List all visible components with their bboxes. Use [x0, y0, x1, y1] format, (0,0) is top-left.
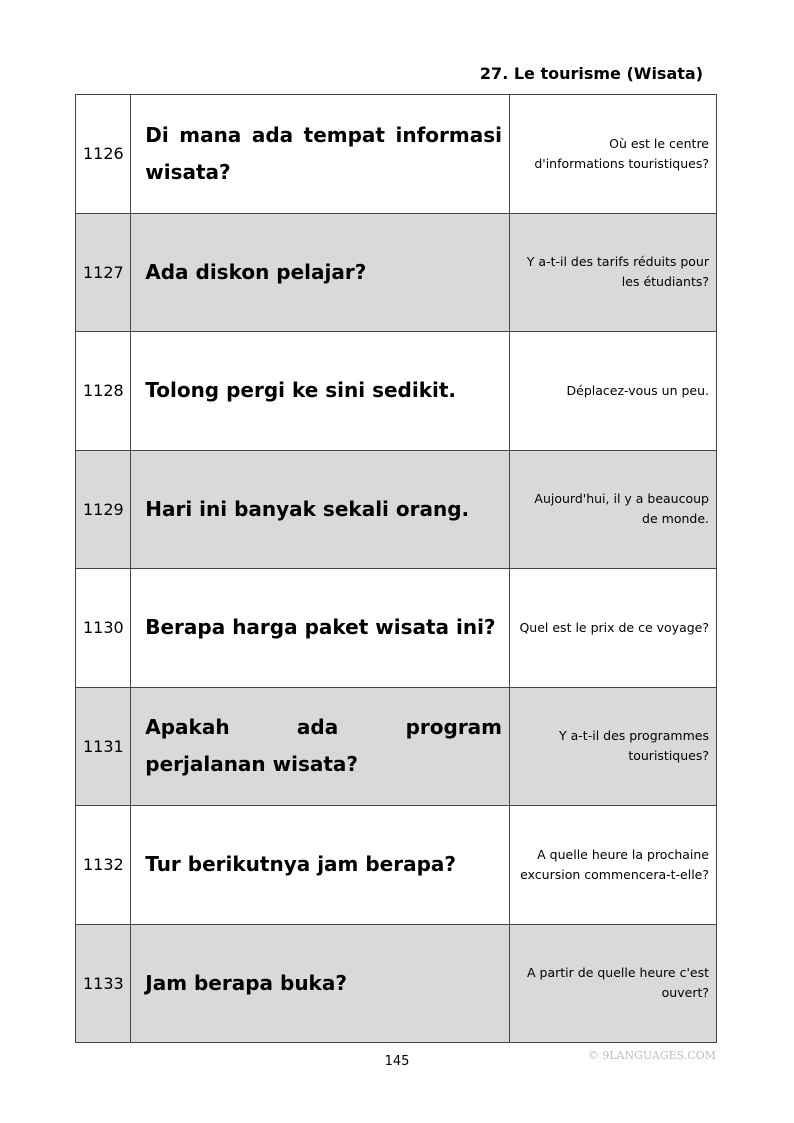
- phrase-row: [76, 924, 717, 1043]
- phrase-number: 1127: [76, 213, 131, 332]
- indonesian-phrase: Tolong pergi ke sini sedikit.: [131, 332, 510, 451]
- french-translation: Où est le centre d'informations touristiques?: [510, 95, 717, 214]
- french-translation: Y a-t-il des tarifs réduits pour les étudiants?: [510, 213, 717, 332]
- french-translation: Déplacez-vous un peu.: [510, 332, 717, 451]
- phrase-number: 1131: [76, 687, 131, 806]
- phrase-row: [76, 806, 717, 925]
- phrase-number: 1130: [76, 569, 131, 688]
- french-translation: Y a-t-il des programmes touristiques?: [510, 687, 717, 806]
- phrase-row: [76, 332, 717, 451]
- phrase-number: 1129: [76, 450, 131, 569]
- phrase-row: [76, 569, 717, 688]
- indonesian-phrase: Apakah ada program perjalanan wisata?: [131, 687, 510, 806]
- phrase-number: 1133: [76, 924, 131, 1043]
- french-translation: A partir de quelle heure c'est ouvert?: [510, 924, 717, 1043]
- indonesian-phrase: Jam berapa buka?: [131, 924, 510, 1043]
- copyright-watermark: © 9LANGUAGES.COM: [587, 1049, 716, 1062]
- indonesian-phrase: Ada diskon pelajar?: [131, 213, 510, 332]
- phrase-row: [76, 213, 717, 332]
- phrase-row: [76, 95, 717, 214]
- indonesian-phrase: Tur berikutnya jam berapa?: [131, 806, 510, 925]
- phrase-row: [76, 450, 717, 569]
- french-translation: Aujourd'hui, il y a beaucoup de monde.: [510, 450, 717, 569]
- page-number: 145: [384, 1054, 410, 1069]
- phrase-number: 1132: [76, 806, 131, 925]
- indonesian-phrase: Berapa harga paket wisata ini?: [131, 569, 510, 688]
- indonesian-phrase: Hari ini banyak sekali orang.: [131, 450, 510, 569]
- phrase-table: [75, 94, 717, 1043]
- french-translation: A quelle heure la prochaine excursion commencera-t-elle?: [510, 806, 717, 925]
- page-title: 27. Le tourisme (Wisata): [479, 64, 703, 83]
- phrase-row: [76, 687, 717, 806]
- phrase-number: 1126: [76, 95, 131, 214]
- phrase-number: 1128: [76, 332, 131, 451]
- indonesian-phrase: Di mana ada tempat informasi wisata?: [131, 95, 510, 214]
- french-translation: Quel est le prix de ce voyage?: [510, 569, 717, 688]
